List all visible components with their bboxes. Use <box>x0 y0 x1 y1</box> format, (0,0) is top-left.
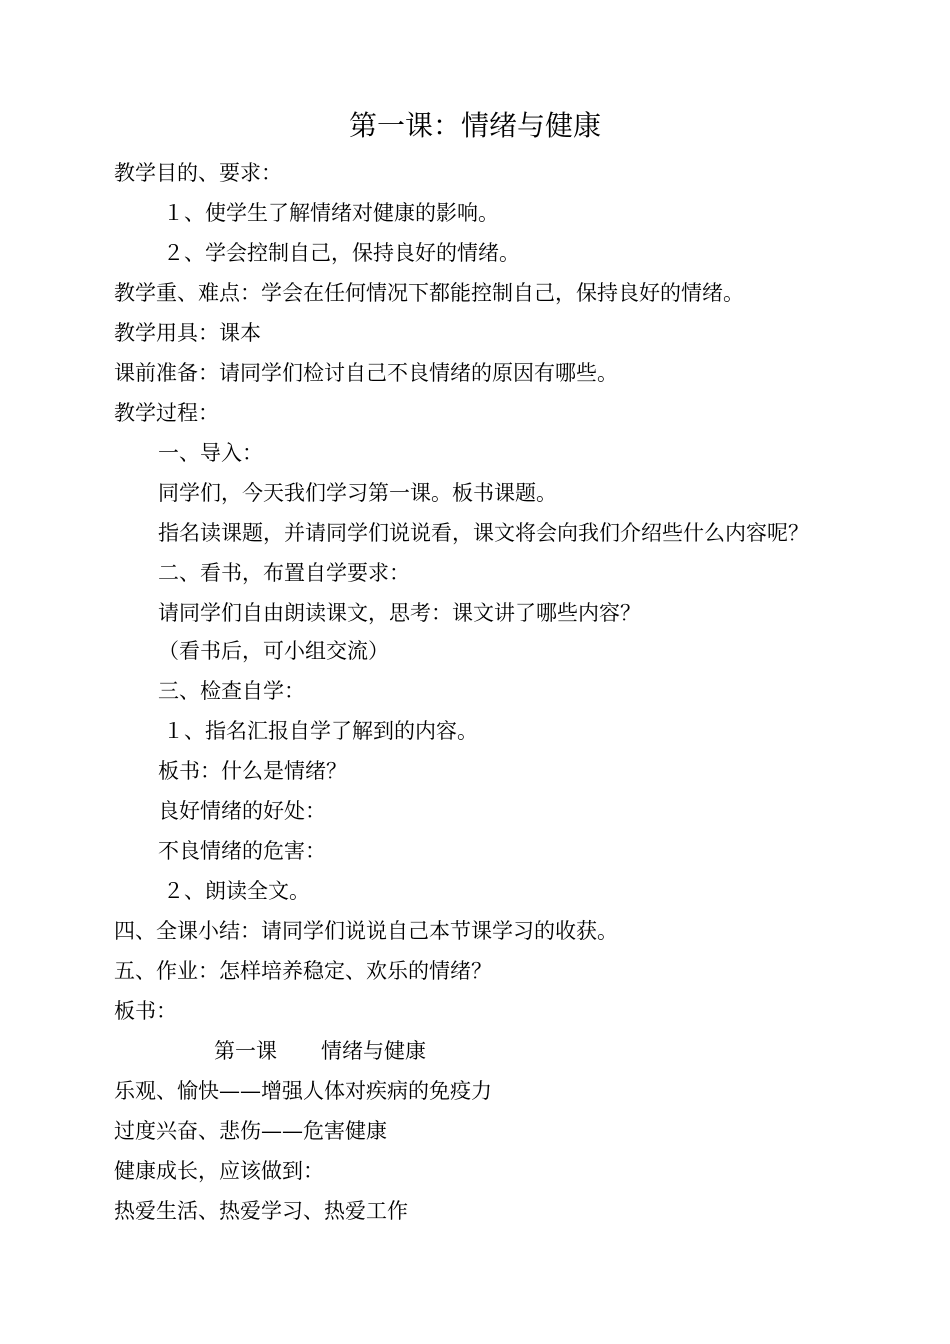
board-line: 乐观、愉快——增强人体对疾病的免疫力 <box>114 1079 492 1103</box>
process-step-heading: 二、看书，布置自学要求： <box>158 561 410 585</box>
homework: 五、作业：怎样培养稳定、欢乐的情绪？ <box>114 959 492 983</box>
process-line: 不良情绪的危害： <box>158 839 326 863</box>
objectives-heading: 教学目的、要求： <box>114 161 282 185</box>
process-step-heading: 三、检查自学： <box>158 679 305 703</box>
board-line: 热爱生活、热爱学习、热爱工作 <box>114 1199 408 1223</box>
process-line: 板书：什么是情绪？ <box>158 759 347 783</box>
lesson-summary: 四、全课小结：请同学们说说自己本节课学习的收获。 <box>114 919 618 943</box>
process-line: ２、朗读全文。 <box>163 879 310 903</box>
board-line: 过度兴奋、悲伤——危害健康 <box>114 1119 387 1143</box>
process-line: 同学们，今天我们学习第一课。板书课题。 <box>158 481 557 505</box>
board-line: 健康成长，应该做到： <box>114 1159 324 1183</box>
page-title: 第一课：情绪与健康 <box>348 109 601 142</box>
process-line: 良好情绪的好处： <box>158 799 326 823</box>
objective-item: １、使学生了解情绪对健康的影响。 <box>163 201 499 225</box>
board-title-right: 情绪与健康 <box>321 1039 426 1063</box>
objective-item: ２、学会控制自己，保持良好的情绪。 <box>163 241 520 265</box>
key-points: 教学重、难点：学会在任何情况下都能控制自己，保持良好的情绪。 <box>114 281 744 305</box>
process-line: １、指名汇报自学了解到的内容。 <box>163 719 478 743</box>
board-title <box>214 1036 426 1066</box>
process-line: 请同学们自由朗读课文，思考：课文讲了哪些内容？ <box>158 601 641 625</box>
board-heading: 板书： <box>114 999 177 1023</box>
class-preparation: 课前准备：请同学们检讨自己不良情绪的原因有哪些。 <box>114 361 618 385</box>
process-step-heading: 一、导入： <box>158 441 263 465</box>
teaching-tools: 教学用具：课本 <box>114 321 261 345</box>
process-line: 指名读课题，并请同学们说说看，课文将会向我们介绍些什么内容呢？ <box>158 521 809 545</box>
process-heading: 教学过程： <box>114 401 219 425</box>
process-line: （看书后，可小组交流） <box>158 639 389 663</box>
board-title-left: 第一课 <box>214 1039 277 1063</box>
